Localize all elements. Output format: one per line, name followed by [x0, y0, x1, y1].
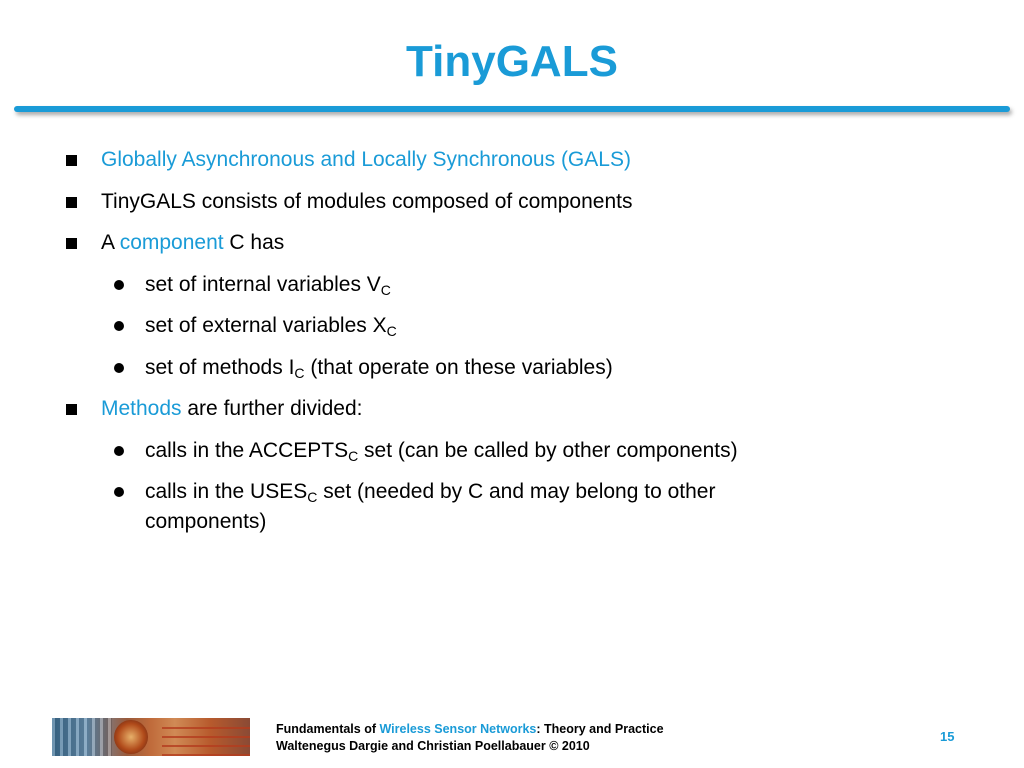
- bullet-text-post: set (needed by C and may belong to other: [317, 480, 716, 503]
- bullet-text: [145, 353, 613, 383]
- round-bullet-icon: [114, 446, 124, 456]
- round-bullet-icon: [114, 487, 124, 497]
- bullet-text-pre: set of internal variables V: [145, 273, 381, 296]
- footer-book-accent: Wireless Sensor Networks: [379, 722, 537, 736]
- footer-line-1: [276, 721, 664, 738]
- eye-graphic: [114, 720, 148, 754]
- subscript: C: [294, 365, 305, 381]
- bullet-text-pre: A: [101, 231, 120, 254]
- bullet-text-pre: calls in the USES: [145, 480, 308, 503]
- bullet-text: [145, 436, 738, 466]
- bullet-text-pre: set of methods I: [145, 356, 295, 379]
- footer-text: [276, 721, 664, 755]
- round-bullet-icon: [114, 363, 124, 373]
- square-bullet-icon: [66, 404, 77, 415]
- bullet-text-post: C has: [223, 231, 285, 254]
- subscript: C: [348, 448, 359, 464]
- footer-book-prefix: Fundamentals of: [276, 722, 380, 736]
- bullet-text-accent: Methods: [101, 397, 182, 420]
- bullet-text: [145, 477, 715, 507]
- slide-title: TinyGALS: [406, 37, 618, 86]
- round-bullet-icon: [114, 280, 124, 290]
- square-bullet-icon: [66, 155, 77, 166]
- circuit-board-graphic: [52, 718, 112, 756]
- bullet-text: TinyGALS consists of modules composed of components: [101, 190, 633, 213]
- bullet-text-pre: calls in the ACCEPTS: [145, 439, 349, 462]
- bullet-text-accent: component: [119, 231, 224, 254]
- subscript: C: [307, 489, 318, 505]
- subscript: C: [386, 323, 397, 339]
- footer-book-suffix: : Theory and Practice: [536, 722, 664, 736]
- round-bullet-icon: [114, 321, 124, 331]
- bullet-text: [145, 270, 391, 300]
- bullet-text: components): [145, 510, 267, 533]
- footer-line-2: Waltenegus Dargie and Christian Poellabauer © 2010: [276, 739, 590, 753]
- subscript: C: [380, 282, 391, 298]
- bullet-text-post: set (can be called by other components): [358, 439, 738, 462]
- bridge-graphic: [162, 724, 250, 756]
- page-number: 15: [940, 729, 955, 744]
- title-divider: [14, 106, 1010, 112]
- bullet-text: [101, 228, 284, 258]
- bullet-text: Globally Asynchronous and Locally Synchronous (GALS): [101, 148, 631, 171]
- bullet-text-pre: set of external variables X: [145, 314, 387, 337]
- square-bullet-icon: [66, 238, 77, 249]
- square-bullet-icon: [66, 197, 77, 208]
- bullet-text-post: are further divided:: [181, 397, 363, 420]
- bullet-text-post: (that operate on these variables): [304, 356, 613, 379]
- bullet-text: [145, 311, 397, 341]
- footer-banner-image: [52, 718, 250, 756]
- bullet-text: [101, 394, 362, 424]
